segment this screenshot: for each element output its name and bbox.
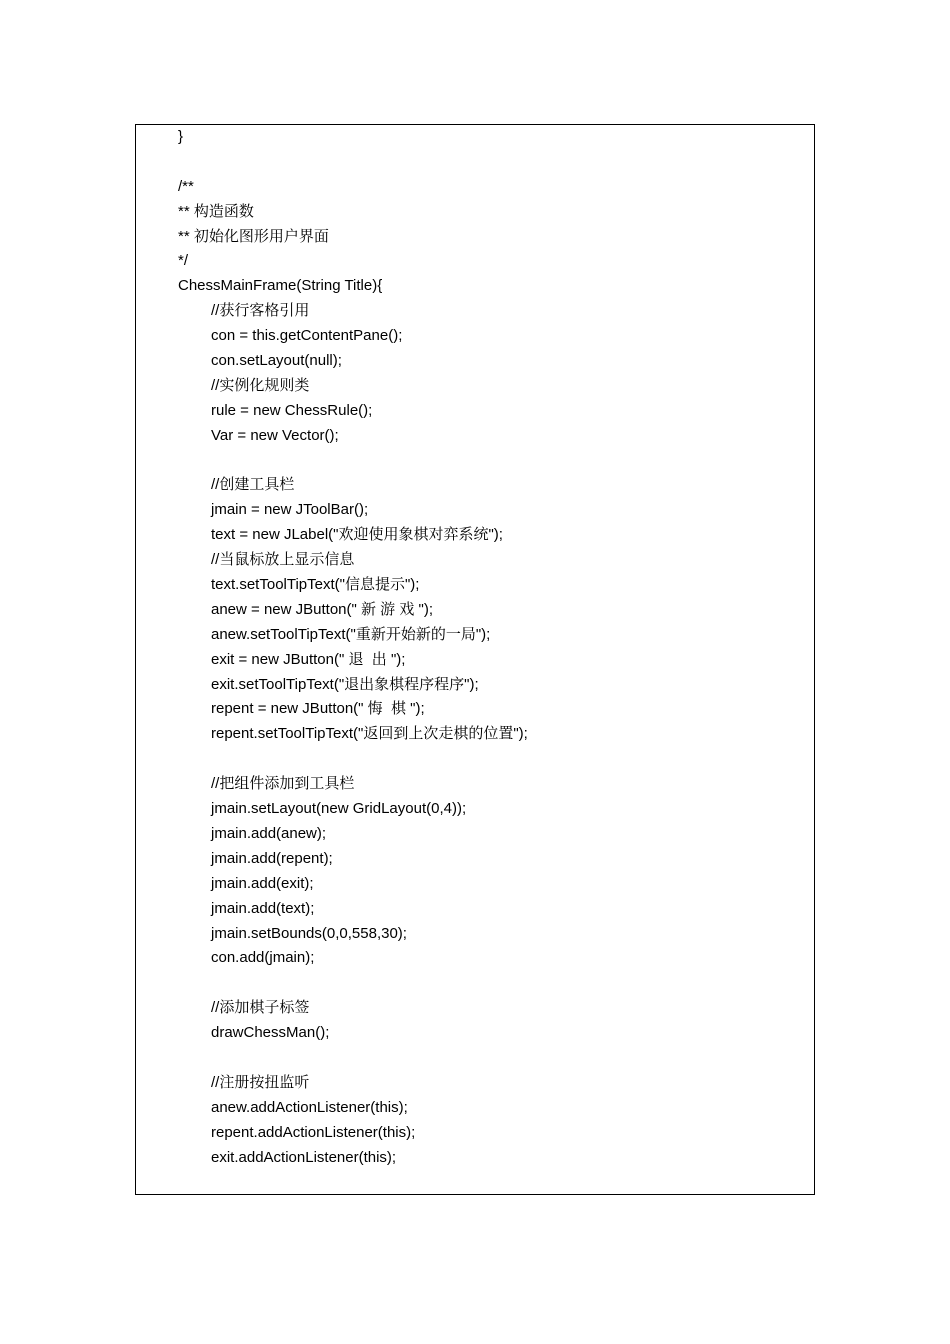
code-line: anew.addActionListener(this); <box>211 1098 408 1116</box>
code-line: ** 初始化图形用户界面 <box>178 227 329 245</box>
code-line: Var = new Vector(); <box>211 426 339 444</box>
code-line: jmain.setLayout(new GridLayout(0,4)); <box>211 800 467 818</box>
code-line: con = this.getContentPane(); <box>211 327 403 345</box>
code-line: //实例化规则类 <box>211 376 310 394</box>
code-line: jmain.add(exit); <box>211 874 314 892</box>
code-line: exit.addActionListener(this); <box>211 1148 397 1166</box>
code-line: anew = new JButton(" 新 游 戏 "); <box>211 600 433 618</box>
code-line: text.setToolTipText("信息提示"); <box>211 576 420 594</box>
code-line: */ <box>178 252 189 270</box>
code-line: ChessMainFrame(String Title){ <box>178 277 383 295</box>
code-line: jmain.add(repent); <box>211 849 333 867</box>
code-line: //获行客格引用 <box>211 302 310 320</box>
code-line: } <box>178 128 184 145</box>
code-line: con.add(jmain); <box>211 949 315 967</box>
code-line: exit.setToolTipText("退出象棋程序程序"); <box>211 675 479 693</box>
code-line: jmain.setBounds(0,0,558,30); <box>211 924 407 942</box>
code-line: con.setLayout(null); <box>211 352 342 370</box>
code-block <box>178 125 804 1170</box>
page-frame <box>135 124 815 1195</box>
code-line: repent = new JButton(" 悔 棋 "); <box>211 700 425 718</box>
blank-line <box>178 747 804 772</box>
blank-line <box>178 449 804 474</box>
code-line: rule = new ChessRule(); <box>211 401 373 419</box>
code-line: text = new JLabel("欢迎使用象棋对弈系统"); <box>211 526 503 544</box>
code-line: //注册按扭监听 <box>211 1073 310 1091</box>
code-line: ** 构造函数 <box>178 202 254 220</box>
blank-line <box>178 150 804 175</box>
code-line: /** <box>178 177 194 195</box>
code-line: anew.setToolTipText("重新开始新的一局"); <box>211 625 491 643</box>
code-line: jmain.add(anew); <box>211 824 327 842</box>
code-line: //创建工具栏 <box>211 476 295 494</box>
code-line: repent.setToolTipText("返回到上次走棋的位置"); <box>211 725 528 743</box>
blank-line <box>178 1046 804 1071</box>
blank-line <box>178 971 804 996</box>
code-line: //添加棋子标签 <box>211 999 310 1017</box>
code-line: //把组件添加到工具栏 <box>211 775 355 793</box>
code-line: repent.addActionListener(this); <box>211 1123 416 1141</box>
code-line: //当鼠标放上显示信息 <box>211 551 355 569</box>
code-line: jmain = new JToolBar(); <box>211 501 369 519</box>
code-line: drawChessMan(); <box>211 1024 330 1042</box>
code-line: jmain.add(text); <box>211 899 315 917</box>
code-line: exit = new JButton(" 退 出 "); <box>211 650 406 668</box>
